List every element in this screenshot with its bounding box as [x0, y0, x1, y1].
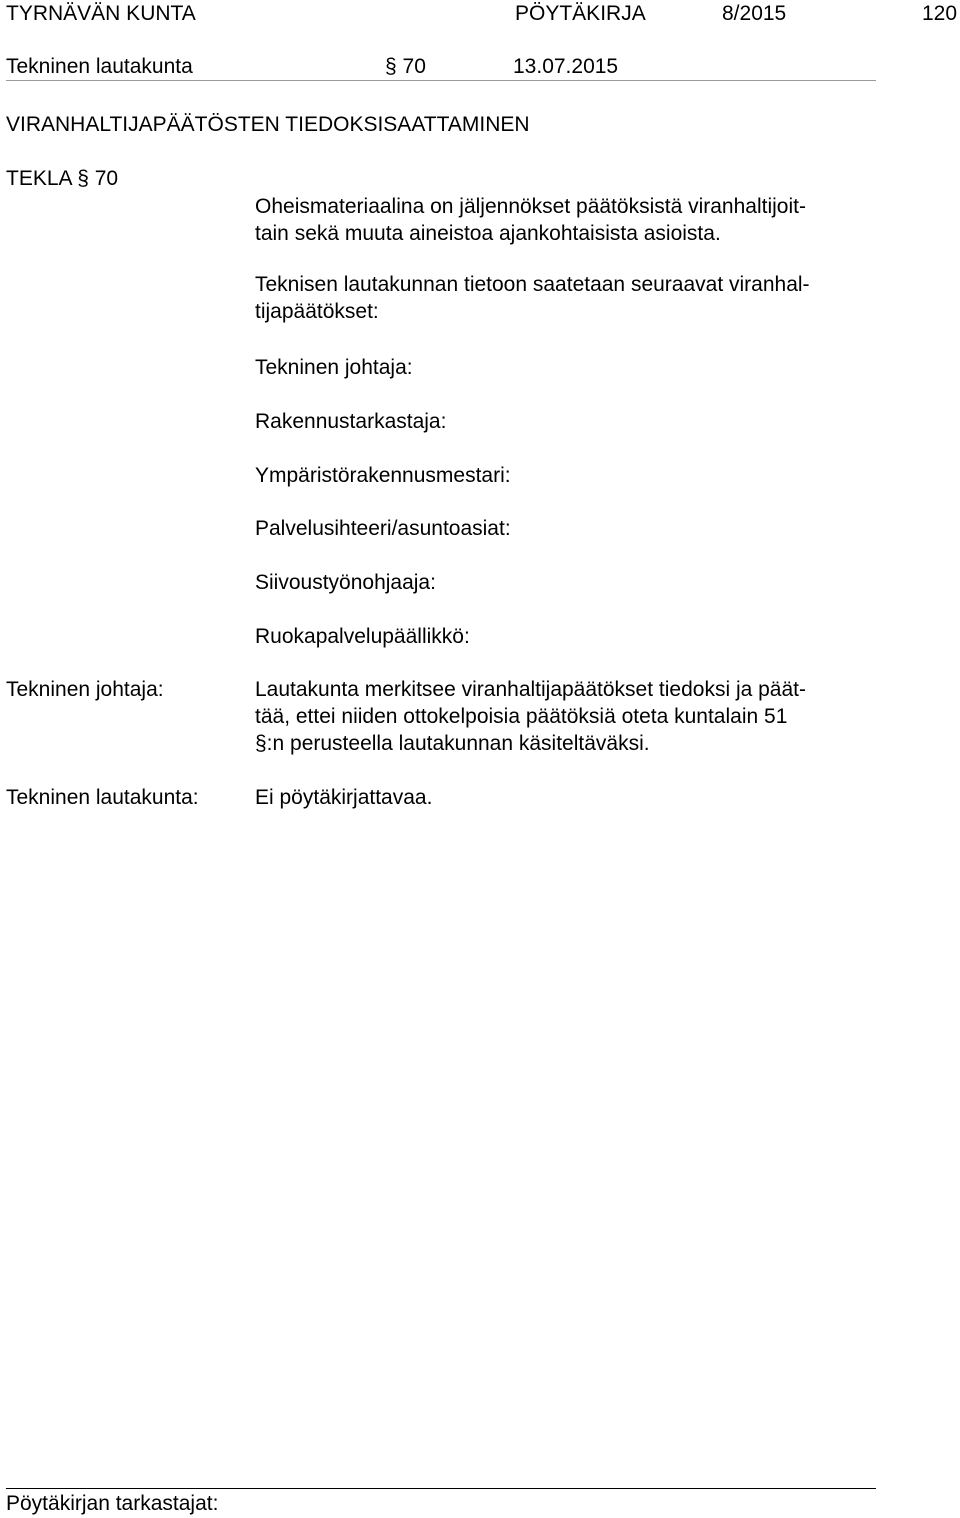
proposal-line: §:n perusteella lautakunnan käsiteltäväksi.: [255, 732, 650, 755]
intro-paragraph: [255, 193, 806, 247]
committee-name: Tekninen lautakunta: [6, 55, 193, 78]
decision-label: Tekninen lautakunta:: [6, 786, 199, 809]
official-item: Palvelusihteeri/asuntoasiat:: [255, 517, 511, 540]
document-type: PÖYTÄKIRJA: [515, 2, 646, 25]
meeting-date: 13.07.2015: [513, 55, 619, 78]
header-divider: [6, 80, 876, 81]
official-item: Ruokapalvelupäällikkö:: [255, 625, 470, 648]
official-item: Siivoustyönohjaaja:: [255, 571, 436, 594]
proposal-line: Lautakunta merkitsee viranhaltijapäätökset tiedoksi ja päät-: [255, 678, 806, 701]
document-number: 8/2015: [722, 2, 787, 25]
notice-paragraph: [255, 271, 810, 325]
notice-line: Teknisen lautakunnan tietoon saatetaan seuraavat viranhal-: [255, 273, 810, 296]
intro-line: Oheismateriaalina on jäljennökset päätöksistä viranhaltijoit-: [255, 195, 806, 218]
official-item: Ympäristörakennusmestari:: [255, 464, 511, 487]
decision-text: Ei pöytäkirjattavaa.: [255, 786, 433, 809]
intro-line: tain sekä muuta aineistoa ajankohtaisista asioista.: [255, 222, 721, 245]
proposal-text: [255, 676, 806, 757]
proposal-label: Tekninen johtaja:: [6, 678, 164, 701]
case-reference: TEKLA § 70: [6, 167, 119, 190]
section-number: § 70: [385, 55, 426, 78]
page-number: 120: [922, 2, 958, 25]
reviewers-label: Pöytäkirjan tarkastajat:: [6, 1492, 219, 1515]
official-item: Tekninen johtaja:: [255, 356, 413, 379]
footer-divider: [6, 1488, 876, 1489]
municipality-name: TYRNÄVÄN KUNTA: [6, 2, 196, 25]
official-item: Rakennustarkastaja:: [255, 410, 447, 433]
proposal-line: tää, ettei niiden ottokelpoisia päätöksiä oteta kuntalain 51: [255, 705, 788, 728]
notice-line: tijapäätökset:: [255, 300, 379, 323]
page-title: VIRANHALTIJAPÄÄTÖSTEN TIEDOKSISAATTAMINEN: [6, 113, 530, 136]
